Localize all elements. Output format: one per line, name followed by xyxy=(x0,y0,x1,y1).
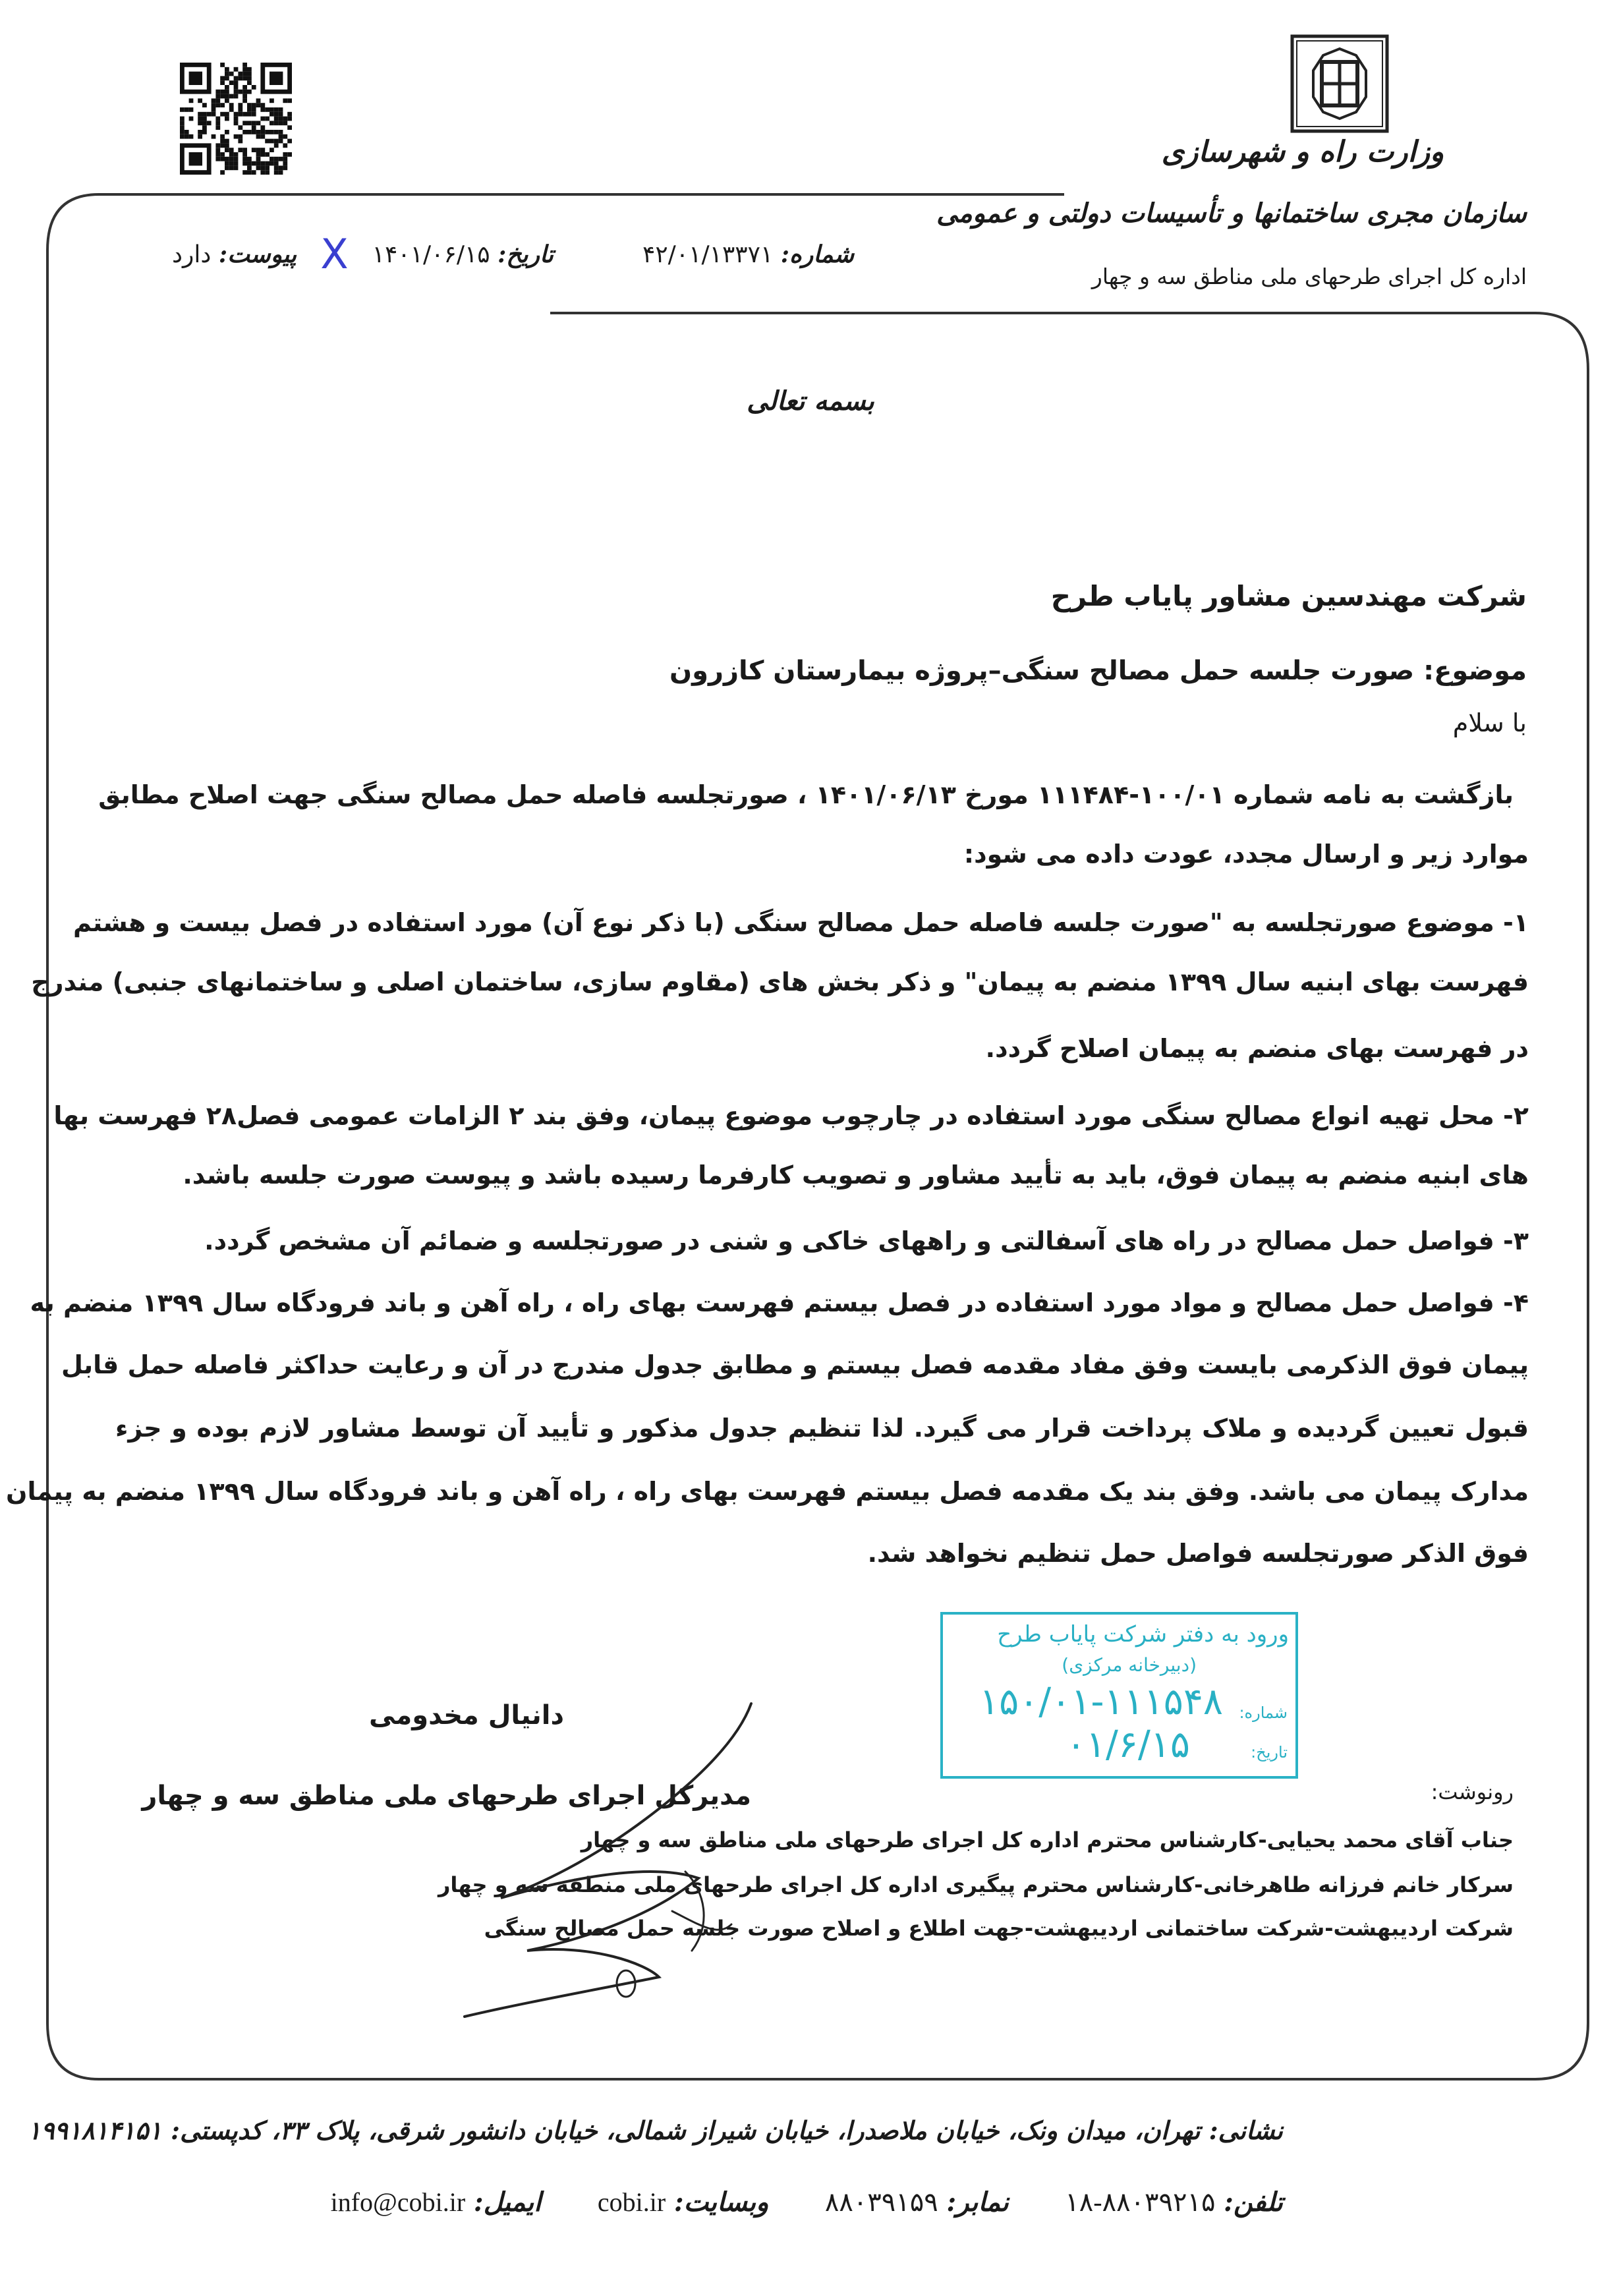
body-line: ۲- محل تهیه انواع مصالح سنگی مورد استفاده در چارچوب موضوع پیمان، وفق بند ۲ الزامات عمومی فصل۲۸ فهرست بها xyxy=(53,1101,1529,1130)
cc-item: سرکار خانم فرزانه طاهرخانی-کارشناس محترم پیگیری اداره کل اجرای طرحهای ملی منطقه سه و چهار xyxy=(438,1872,1514,1897)
body-line: های ابنیه منضم به پیمان فوق، باید به تأیید مشاور و تصویب کارفرما رسیده باشد و پیوست صورت جلسه باشد. xyxy=(183,1161,1529,1190)
attachment-check-mark: X xyxy=(320,230,349,278)
body-line: فوق الذکر صورتجلسه فواصل حمل تنظیم نخواهد شد. xyxy=(867,1539,1529,1568)
stamp-subtitle: (دبیرخانه مرکزی) xyxy=(1062,1654,1197,1676)
phone-label: تلفن: xyxy=(1224,2187,1283,2218)
letter-attachment xyxy=(172,241,297,268)
ministry-name: وزارت راه و شهرسازی xyxy=(1161,135,1444,169)
letter-date-label: تاریخ: xyxy=(497,241,554,268)
phone-value: ۸۸۰۳۹۲۱۵-۱۸ xyxy=(1065,2187,1216,2217)
received-stamp xyxy=(940,1612,1298,1779)
stamp-number: ۱۵۰/۰۱-۱۱۱۵۴۸ xyxy=(979,1680,1223,1723)
letter-date xyxy=(372,241,554,268)
website-label: وبسایت: xyxy=(673,2187,769,2218)
stamp-date: ۰۱/۶/۱۵ xyxy=(1065,1723,1190,1766)
body-line: ۴- فواصل حمل مصالح و مواد مورد استفاده در فصل بیستم فهرست بهای راه ، راه آهن و باند فرودگاه سال ۱۳۹۹ منضم به xyxy=(30,1288,1529,1317)
stamp-title: ورود به دفتر شرکت پایاب طرح xyxy=(997,1621,1289,1648)
basmala: بسمه تعالی xyxy=(747,386,874,416)
cc-item: جناب آقای محمد یحیایی-کارشناس محترم اداره کل اجرای طرحهای ملی مناطق سه و چهار xyxy=(581,1827,1514,1852)
subject: موضوع: صورت جلسه حمل مصالح سنگی–پروژه بیمارستان کازرون xyxy=(669,656,1527,686)
body-line: قبول تعیین گردیده و ملاک پرداخت قرار می گیرد. لذا تنظیم جدول مذکور و تأیید آن توسط مشاور لازم بوده و جزء xyxy=(115,1414,1529,1443)
stamp-date-label: تاریخ: xyxy=(1251,1743,1288,1762)
letter-number xyxy=(642,241,854,268)
fax-value: ۸۸۰۳۹۱۵۹ xyxy=(824,2187,938,2217)
fax-label: نمابر: xyxy=(946,2187,1009,2218)
letter-date-value: ۱۴۰۱/۰۶/۱۵ xyxy=(372,241,490,268)
cc-item: شرکت اردیبهشت-شرکت ساختمانی اردیبهشت-جهت اطلاع و اصلاح صورت جلسه حمل مصالح سنگی xyxy=(484,1916,1514,1941)
signatory-title: مدیرکل اجرای طرحهای ملی مناطق سه و چهار xyxy=(142,1781,751,1811)
body-line: بازگشت به نامه شماره ۱۰۰/۰۱-۱۱۱۴۸۴ مورخ ۱۴۰۱/۰۶/۱۳ ، صورتجلسه فاصله حمل مصالح سنگی جهت اصلاح مطابق xyxy=(98,780,1514,809)
greeting: با سلام xyxy=(1452,708,1527,737)
body-line: ۱- موضوع صورتجلسه به "صورت جلسه فاصله حمل مصالح سنگی (با ذکر نوع آن) مورد استفاده در فصل بیست و هشتم xyxy=(72,908,1529,937)
body-line: موارد زیر و ارسال مجدد، عودت داده می شود: xyxy=(963,840,1529,869)
signatory-name: دانیال مخدومی xyxy=(369,1700,565,1731)
stamp-number-label: شماره: xyxy=(1239,1704,1288,1722)
body-line: مدارک پیمان می باشد. وفق بند یک مقدمه فصل بیستم فهرست بهای راه ، راه آهن و باند فرودگاه سال ۱۳۹۹ منضم به پیمان xyxy=(6,1477,1529,1506)
date-attachment-row xyxy=(171,230,554,278)
recipient: شرکت مهندسین مشاور پایاب طرح xyxy=(1050,580,1527,612)
letter-number-label: شماره: xyxy=(780,241,855,268)
ministry-logo-icon xyxy=(1290,34,1389,133)
footer-address: نشانی: تهران، میدان ونک، خیابان ملاصدرا، خیابان شیراز شمالی، خیابان دانشور شرقی، پلاک ۳۳، کدپستی: ۱۹۹۱۸۱۴۱۵۱ xyxy=(27,2115,1283,2145)
email-label: ایمیل: xyxy=(473,2187,542,2218)
cc-label: رونوشت: xyxy=(1431,1779,1514,1804)
qr-code xyxy=(180,63,292,175)
department-name: اداره کل اجرای طرحهای ملی مناطق سه و چهار xyxy=(1091,264,1527,289)
attachment-label: پیوست: xyxy=(218,241,297,268)
body-line: در فهرست بهای منضم به پیمان اصلاح گردد. xyxy=(985,1034,1529,1063)
organization-name: سازمان مجری ساختمانها و تأسیسات دولتی و عمومی xyxy=(936,198,1527,229)
footer-contacts xyxy=(331,2187,1283,2218)
website-link[interactable]: cobi.ir xyxy=(597,2187,666,2217)
body-line: ۳- فواصل حمل مصالح در راه های آسفالتی و راههای خاکی و شنی در صورتجلسه و ضمائم آن مشخص گردد. xyxy=(204,1226,1529,1255)
email-link[interactable]: info@cobi.ir xyxy=(330,2187,466,2217)
attachment-value: دارد xyxy=(171,241,212,268)
body-line: فهرست بهای ابنیه سال ۱۳۹۹ منضم به پیمان" و ذکر بخش های (مقاوم سازی، ساختمان اصلی و ساختمانهای جنبی) مندرج xyxy=(31,967,1529,996)
letter-number-value: ۴۲/۰۱/۱۳۳۷۱ xyxy=(642,241,774,268)
body-line: پیمان فوق الذکرمی بایست وفق مفاد مقدمه فصل بیستم و مطابق جدول مندرج در آن و رعایت حداکثر فاصله حمل قابل xyxy=(61,1350,1529,1379)
